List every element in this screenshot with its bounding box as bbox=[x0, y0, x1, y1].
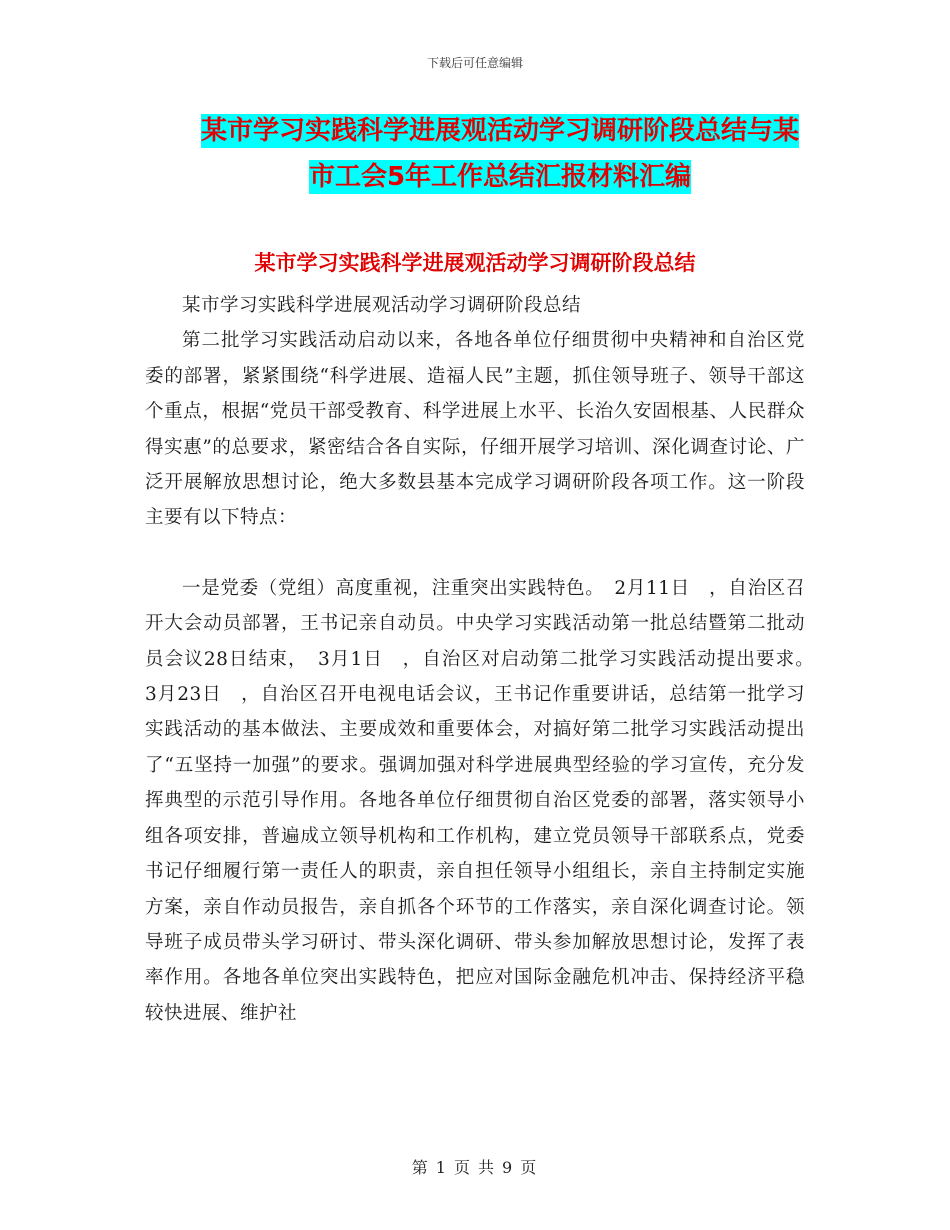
footer-total-prefix: 共 bbox=[478, 1158, 497, 1177]
footer-total-pages: 9 bbox=[502, 1158, 515, 1177]
document-title-line-2: 市工会5年工作总结汇报材料汇编 bbox=[308, 162, 692, 192]
footer-prefix: 第 bbox=[411, 1158, 430, 1177]
document-body bbox=[145, 288, 825, 1031]
body-paragraph-intro: 第二批学习实践活动启动以来，各地各单位仔细贯彻中央精神和自治区党委的部署，紧紧围绕“科学进展、造福人民”主题，抓住领导班子、领导干部这个重点，根据“党员干部受教育、科学进展上水平、长治久安固根基、人民群众得实惠”的总要求，紧密结合各自实际，仔细开展学习培训、深化调查讨论、广泛开展解放思想讨论，绝大多数县基本完成学习调研阶段各项工作。这一阶段主要有以下特点： bbox=[145, 330, 805, 529]
paragraph-gap bbox=[145, 536, 805, 571]
page-footer bbox=[0, 1155, 950, 1178]
section-title: 某市学习实践科学进展观活动学习调研阶段总结 bbox=[254, 251, 696, 275]
footer-page-label: 页 bbox=[453, 1158, 472, 1177]
body-paragraph-point-one: 一是党委（党组）高度重视，注重突出实践特色。 2月11日 ，自治区召开大会动员部署，王书记亲自动员。中央学习实践活动第一批总结暨第二批动员会议28日结束， 3月1日 ，自治区对启动第二批学习实践活动提出要求。 3月23日 ，自治区召开电视电话会议，王书记作重要讲话，总结第一批学习实践活动的基本做法、主要成效和重要体会，对搞好第二批学习实践活动提出了“五坚持一加强”的要求。强调加强对科学进展典型经验的学习宣传，充分发挥典型的示范引导作用。各地各单位仔细贯彻自治区党委的部署，落实领导小组各项安排，普遍成立领导机构和工作机构，建立党员领导干部联系点，党委书记仔细履行第一责任人的职责，亲自担任领导小组组长，亲自主持制定实施方案，亲自作动员报告，亲自抓各个环节的工作落实，亲自深化调查讨论。领导班子成员带头学习研讨、带头深化调研、带头参加解放思想讨论，发挥了表率作用。各地各单位突出实践特色，把应对国际金融危机冲击、保持经济平稳较快进展、维护社 bbox=[145, 577, 825, 1024]
document-title-line-1: 某市学习实践科学进展观活动学习调研阶段总结与某 bbox=[200, 116, 799, 146]
footer-total-label: 页 bbox=[520, 1158, 539, 1177]
document-title bbox=[150, 108, 850, 200]
body-paragraph-subtitle: 某市学习实践科学进展观活动学习调研阶段总结 bbox=[182, 295, 582, 316]
header-note: 下载后可任意编辑 bbox=[426, 56, 523, 70]
footer-page-number: 1 bbox=[435, 1158, 448, 1177]
